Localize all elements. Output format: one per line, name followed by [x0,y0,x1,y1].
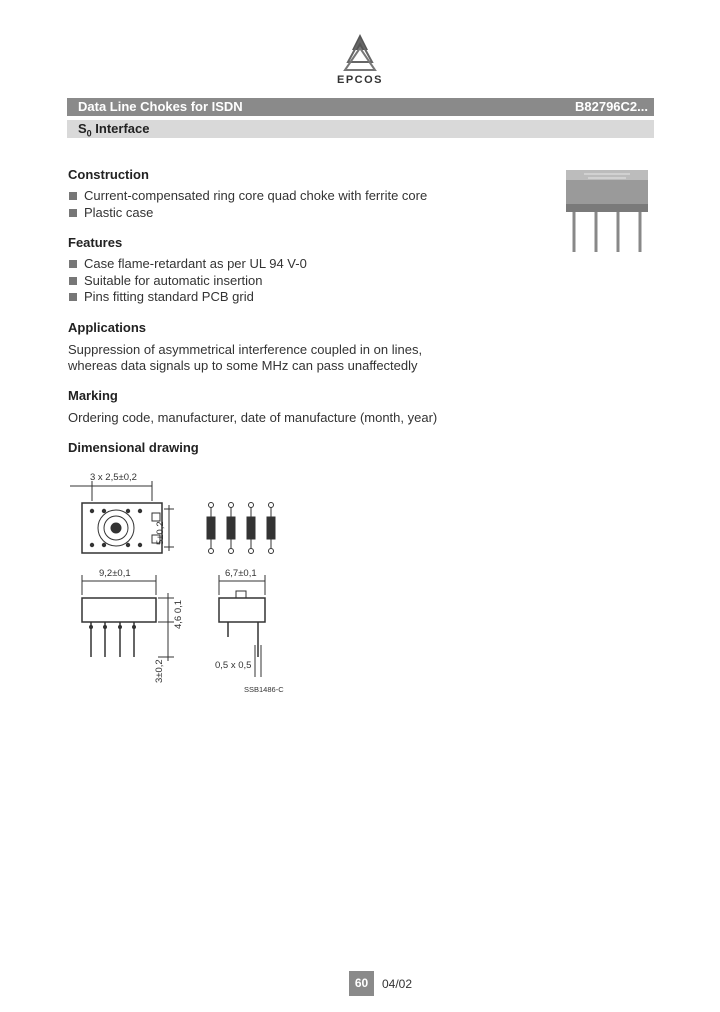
dim-pin-section: 0,5 x 0,5 [215,660,252,671]
title-bar [67,98,654,116]
list-item: Plastic case [68,205,427,222]
dim-row: 5±0,2 [155,521,166,545]
dim-height: 4,6 0,1 [173,599,184,629]
dim-pin-length: 3±0,2 [154,659,165,683]
list-item: Current-compensated ring core quad choke with ferrite core [68,188,427,205]
subtitle-bar [67,120,654,138]
dim-width: 6,7±0,1 [225,568,257,579]
product-code: B82796C2... [575,99,648,114]
marking-text: Ordering code, manufacturer, date of manufacture (month, year) [68,410,438,425]
marking-heading: Marking [68,388,118,403]
construction-heading: Construction [68,167,149,182]
document-subtitle: $S_0$ Interface [78,121,150,139]
dim-pitch: 3 x 2,5±0,2 [90,472,137,483]
product-photo [562,160,652,260]
drawing-heading: Dimensional drawing [68,440,199,455]
list-item: Case flame-retardant as per UL 94 V-0 [68,256,307,273]
applications-text-line1: Suppression of asymmetrical interference coupled in on lines, [68,342,423,357]
applications-text-line2: whereas data signals up to some MHz can pass unaffectedly [68,358,418,373]
issue-date: 04/02 [382,977,413,991]
page-number: 60 [349,971,374,996]
applications-heading: Applications [68,320,147,335]
document-title: Data Line Chokes for ISDN [78,99,243,114]
drawing-reference: SSB1486-C [244,685,284,694]
features-heading: Features [68,235,123,250]
list-item: Suitable for automatic insertion [68,273,307,290]
features-list [68,256,307,306]
dim-length: 9,2±0,1 [99,568,131,579]
list-item: Pins fitting standard PCB grid [68,289,307,306]
construction-list [68,188,427,221]
brand-name: EPCOS [336,74,383,86]
dimensional-drawing [62,465,302,705]
